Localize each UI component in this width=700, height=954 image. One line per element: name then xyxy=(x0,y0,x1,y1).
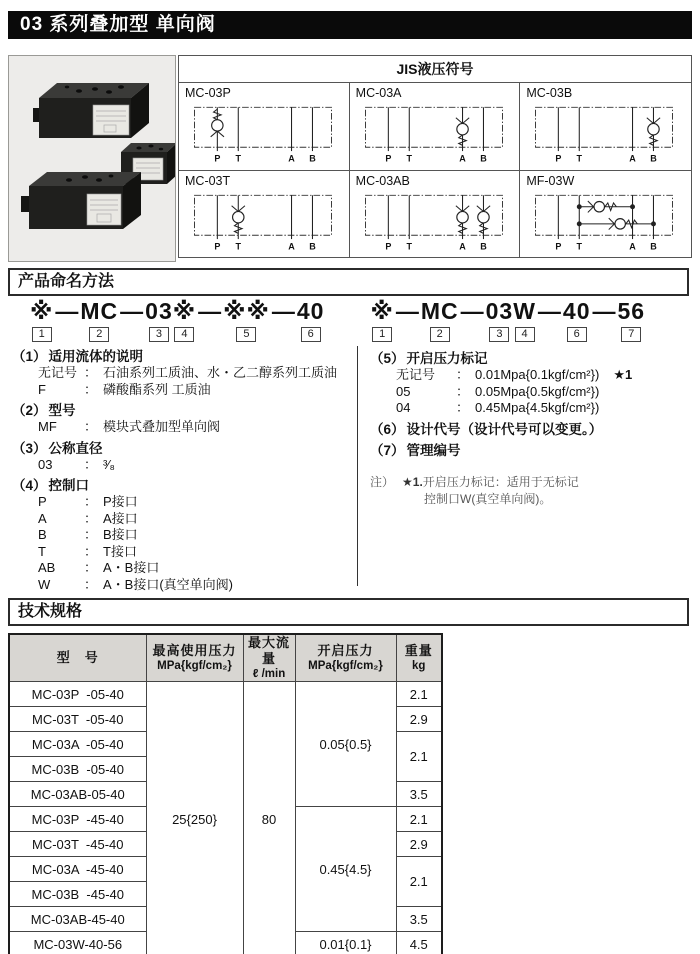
model-codes xyxy=(8,299,692,342)
item-value: 模块式叠加型单向阀 xyxy=(103,419,221,434)
table-row xyxy=(9,682,442,707)
header-line1: 重量 xyxy=(404,643,433,658)
spec-header-cell xyxy=(9,634,146,682)
jis-cell-MC-03A xyxy=(350,83,521,171)
model-cell: MC-03T -45-40 xyxy=(9,832,146,857)
model-cell: MC-03A -45-40 xyxy=(9,857,146,882)
spec-header-row xyxy=(9,634,442,682)
spec-cell: 3.5 xyxy=(396,907,442,932)
code-position-box: 3 xyxy=(149,327,169,342)
jis-cell-MC-03T xyxy=(179,171,350,259)
spec-header-cell xyxy=(243,634,295,682)
item-title: 开启压力标记 xyxy=(406,351,488,366)
svg-text:B: B xyxy=(309,153,316,164)
item-key: 04 xyxy=(396,400,411,415)
header-line1: 型 号 xyxy=(56,650,99,665)
item-value: 0.01Mpa{0.1kgf/cm²}) xyxy=(475,367,600,382)
svg-text:P: P xyxy=(384,153,392,164)
note xyxy=(370,473,690,507)
code-segment xyxy=(486,299,514,342)
code-dash: — xyxy=(198,298,222,324)
item-colon: ： xyxy=(84,419,98,434)
item-colon: ： xyxy=(456,400,470,415)
jis-cell-label: MC-03AB xyxy=(355,173,410,188)
code-text: ※ xyxy=(370,298,394,324)
item-line xyxy=(12,382,348,399)
naming-item xyxy=(12,348,348,398)
jis-symbol-W xyxy=(526,189,682,253)
item-value: A・B接口 xyxy=(103,560,160,575)
naming-legend xyxy=(8,346,692,592)
svg-text:P: P xyxy=(384,241,392,252)
code-text: ※※ xyxy=(223,298,270,324)
code-position-box: 7 xyxy=(621,327,641,342)
header-line1: 最高使用压力 xyxy=(152,643,237,658)
item-title: 适用流体的说明 xyxy=(48,349,144,364)
item-colon: ： xyxy=(84,576,98,592)
item-key: W xyxy=(38,576,51,592)
item-key: 05 xyxy=(396,383,411,399)
item-value: T接口 xyxy=(103,543,137,559)
model-cell: MC-03A -05-40 xyxy=(9,732,146,757)
item-value: 磷酸酯系列 工质油 xyxy=(103,381,211,397)
item-line xyxy=(12,560,348,577)
code-position-box: 1 xyxy=(372,327,392,342)
jis-symbol-T xyxy=(185,189,341,253)
code-position-box: 1 xyxy=(32,327,52,342)
code-dash: — xyxy=(120,298,144,324)
code-position-box: 6 xyxy=(567,327,587,342)
svg-text:P: P xyxy=(214,241,221,252)
item-number: （2） xyxy=(12,403,47,418)
item-key: F xyxy=(38,381,46,397)
naming-item xyxy=(370,421,690,438)
spec-cell: 2.1 xyxy=(396,682,442,707)
product-photo-image xyxy=(9,56,175,261)
header-line2: kg xyxy=(412,660,426,672)
jis-cell-label: MF-03W xyxy=(526,173,575,188)
svg-text:A: A xyxy=(288,241,295,252)
jis-cell-MC-03B xyxy=(520,83,691,171)
item-line xyxy=(12,494,348,511)
svg-text:B: B xyxy=(479,241,487,252)
code-segment xyxy=(297,299,325,342)
code-segment xyxy=(513,299,536,342)
naming-item xyxy=(12,477,348,593)
svg-text:P: P xyxy=(214,153,221,164)
item-title: 管理编号 xyxy=(406,442,461,458)
code-position-box: 5 xyxy=(236,327,256,342)
naming-item xyxy=(12,440,348,474)
code-segment xyxy=(173,299,196,342)
item-colon: ： xyxy=(456,383,470,399)
spec-cell: 2.1 xyxy=(396,732,442,782)
item-key: AB xyxy=(38,560,56,575)
naming-item-head xyxy=(12,477,348,494)
item-number: （7） xyxy=(370,442,405,458)
naming-right-column xyxy=(370,348,690,507)
code-segment xyxy=(563,299,591,342)
star-mark: ★1 xyxy=(613,367,633,382)
code-segment xyxy=(30,299,53,342)
item-value: 0.05Mpa{0.5kgf/cm²}) xyxy=(475,383,600,399)
svg-text:A: A xyxy=(458,153,466,164)
code-text: 03 xyxy=(485,298,514,324)
spec-thead xyxy=(9,634,442,682)
svg-text:P: P xyxy=(555,153,562,164)
section-header-naming: 产品命名方法 xyxy=(8,268,689,296)
spec-header-cell xyxy=(146,634,243,682)
naming-item-head xyxy=(12,440,348,457)
item-number: （6） xyxy=(370,421,405,437)
model-code-left xyxy=(30,299,324,342)
naming-item-head xyxy=(12,348,348,365)
item-key: 无记号 xyxy=(38,365,78,380)
spec-cell: 0.01{0.1} xyxy=(295,932,396,954)
page-title: 03 系列叠加型 单向阀 xyxy=(8,11,692,39)
code-position-box: 3 xyxy=(489,327,509,342)
note-line: 控制口W(真空单向阀)。 xyxy=(424,491,552,506)
item-value: B接口 xyxy=(103,527,138,542)
model-cell: MC-03P -45-40 xyxy=(9,807,146,832)
note-text: 开启压力标记：适用于无标记 xyxy=(422,474,579,489)
code-segment xyxy=(421,299,459,342)
jis-cell-MC-03AB xyxy=(350,171,521,259)
svg-text:T: T xyxy=(235,153,242,164)
header-line2: MPa{kgf/cm₂} xyxy=(157,660,232,672)
svg-text:B: B xyxy=(650,241,658,252)
item-key: MF xyxy=(38,419,57,434)
item-line xyxy=(12,419,348,436)
note-label: 注） xyxy=(370,474,395,489)
item-line xyxy=(370,400,690,417)
spec-table xyxy=(8,633,443,954)
item-key: T xyxy=(38,543,46,559)
svg-text:A: A xyxy=(629,241,637,252)
item-colon: ： xyxy=(84,381,98,397)
spec-cell: 80 xyxy=(243,682,295,954)
column-divider xyxy=(357,346,358,586)
code-text: ※ xyxy=(30,298,54,324)
item-value: A・B接口(真空单向阀) xyxy=(103,576,234,592)
item-value: 0.45Mpa{4.5kgf/cm²}) xyxy=(475,400,600,415)
model-cell: MC-03AB-45-40 xyxy=(9,907,146,932)
item-line xyxy=(12,457,348,474)
code-position-box: 4 xyxy=(174,327,194,342)
spec-cell: 0.05{0.5} xyxy=(295,682,396,807)
code-text: MC xyxy=(80,298,119,324)
item-title: 公称直径 xyxy=(48,440,103,456)
spec-cell: 3.5 xyxy=(396,782,442,807)
svg-text:B: B xyxy=(650,153,658,164)
item-colon: ： xyxy=(84,494,98,509)
naming-item-head xyxy=(370,442,690,459)
naming-item-head xyxy=(370,421,690,438)
spec-cell: 2.1 xyxy=(396,857,442,907)
svg-text:T: T xyxy=(235,241,242,252)
spec-header-cell xyxy=(295,634,396,682)
note-body xyxy=(402,473,579,507)
item-line xyxy=(370,367,690,384)
code-text: 40 xyxy=(562,298,591,324)
code-text: W xyxy=(513,298,536,324)
code-text: MC xyxy=(420,298,459,324)
jis-symbol-table xyxy=(178,55,692,258)
jis-cell-label: MC-03T xyxy=(185,173,231,188)
svg-text:A: A xyxy=(288,153,295,164)
item-title: 型号 xyxy=(48,403,76,418)
item-value: 石油系列工质油、水・乙二醇系列工质油 xyxy=(103,365,338,380)
code-segment xyxy=(370,299,393,342)
code-text: 56 xyxy=(617,298,646,324)
spec-tbody xyxy=(9,682,442,954)
item-key: A xyxy=(38,510,47,526)
header-line1: 最大流量 xyxy=(247,635,290,666)
code-segment xyxy=(80,299,118,342)
naming-item-head xyxy=(12,402,348,419)
model-cell: MC-03P -05-40 xyxy=(9,682,146,707)
svg-text:T: T xyxy=(576,241,583,252)
item-colon: ： xyxy=(456,367,470,382)
header-line1: 开启压力 xyxy=(317,643,374,658)
jis-grid xyxy=(179,83,691,258)
code-position-box: 4 xyxy=(515,327,535,342)
item-colon: ： xyxy=(84,456,98,472)
naming-item xyxy=(370,442,690,459)
model-cell: MC-03B -05-40 xyxy=(9,757,146,782)
svg-text:A: A xyxy=(629,153,637,164)
code-dash: — xyxy=(55,298,79,324)
naming-item-head xyxy=(370,350,690,367)
item-value: ³⁄₈ xyxy=(103,456,115,472)
section-header-specs: 技术规格 xyxy=(8,598,689,626)
jis-symbol-AB xyxy=(356,189,512,253)
item-number: （5） xyxy=(370,351,405,366)
note-line xyxy=(402,473,579,490)
item-number: （3） xyxy=(12,440,47,456)
model-cell: MC-03AB-05-40 xyxy=(9,782,146,807)
item-key: 无记号 xyxy=(396,367,436,382)
item-key: B xyxy=(38,527,47,542)
svg-text:P: P xyxy=(555,241,562,252)
item-line xyxy=(12,577,348,594)
spec-cell: 0.45{4.5} xyxy=(295,807,396,932)
item-line xyxy=(12,511,348,528)
product-photo xyxy=(8,55,176,262)
code-dash: — xyxy=(271,298,295,324)
spec-header-cell xyxy=(396,634,442,682)
code-position-box: 6 xyxy=(301,327,321,342)
jis-symbol-B xyxy=(526,101,682,165)
jis-cell-label: MC-03P xyxy=(185,86,231,100)
jis-symbol-A xyxy=(356,101,512,165)
spec-cell: 25{250} xyxy=(146,682,243,954)
item-colon: ： xyxy=(84,510,98,526)
svg-text:B: B xyxy=(479,153,487,164)
model-cell: MC-03W-40-56 xyxy=(9,932,146,954)
item-key: P xyxy=(38,494,47,509)
model-code-right xyxy=(370,299,645,342)
svg-text:T: T xyxy=(406,241,412,252)
item-line xyxy=(12,365,348,382)
jis-symbol-P xyxy=(185,101,341,165)
naming-item xyxy=(12,402,348,436)
spec-table-wrap xyxy=(8,633,443,954)
spec-cell: 2.9 xyxy=(396,707,442,732)
code-segment xyxy=(618,299,646,342)
item-title: 控制口 xyxy=(48,478,90,493)
item-colon: ： xyxy=(84,560,98,575)
code-dash: — xyxy=(592,298,616,324)
item-colon: ： xyxy=(84,365,98,380)
item-value: P接口 xyxy=(103,494,138,509)
naming-item xyxy=(370,350,690,417)
code-text: ※ xyxy=(172,298,197,324)
svg-text:A: A xyxy=(458,241,466,252)
code-dash: — xyxy=(395,298,419,324)
jis-cell-label: MC-03A xyxy=(355,86,402,100)
note-star-mark: ★1. xyxy=(402,474,423,489)
item-line xyxy=(12,544,348,561)
item-title: 设计代号（设计代号可以变更。） xyxy=(406,421,603,437)
jis-title: JIS液压符号 xyxy=(179,56,691,83)
model-cell: MC-03T -05-40 xyxy=(9,707,146,732)
item-colon: ： xyxy=(84,543,98,559)
code-position-box: 2 xyxy=(430,327,450,342)
item-colon: ： xyxy=(84,527,98,542)
jis-cell-MF-03W xyxy=(520,171,691,259)
item-key: 03 xyxy=(38,456,53,472)
item-value: A接口 xyxy=(103,510,138,526)
svg-text:T: T xyxy=(406,153,412,164)
naming-left-column xyxy=(12,346,348,597)
svg-text:B: B xyxy=(309,241,316,252)
item-line xyxy=(370,384,690,401)
item-number: （1） xyxy=(12,349,47,364)
code-text: 03 xyxy=(145,298,173,324)
header-line2: MPa{kgf/cm₂} xyxy=(308,660,383,672)
code-dash: — xyxy=(537,298,561,324)
code-position-box: 2 xyxy=(89,327,109,342)
spec-cell: 2.1 xyxy=(396,807,442,832)
svg-text:T: T xyxy=(576,153,583,164)
spec-cell: 4.5 xyxy=(396,932,442,954)
item-line xyxy=(12,527,348,544)
header-line2: ℓ /min xyxy=(252,668,286,680)
code-segment xyxy=(223,299,270,342)
jis-cell-label: MC-03B xyxy=(526,86,573,100)
code-text: 40 xyxy=(296,298,325,324)
jis-cell-MC-03P xyxy=(179,83,350,171)
code-dash: — xyxy=(460,298,484,324)
code-segment xyxy=(145,299,173,342)
model-cell: MC-03B -45-40 xyxy=(9,882,146,907)
item-number: （4） xyxy=(12,478,47,493)
spec-cell: 2.9 xyxy=(396,832,442,857)
